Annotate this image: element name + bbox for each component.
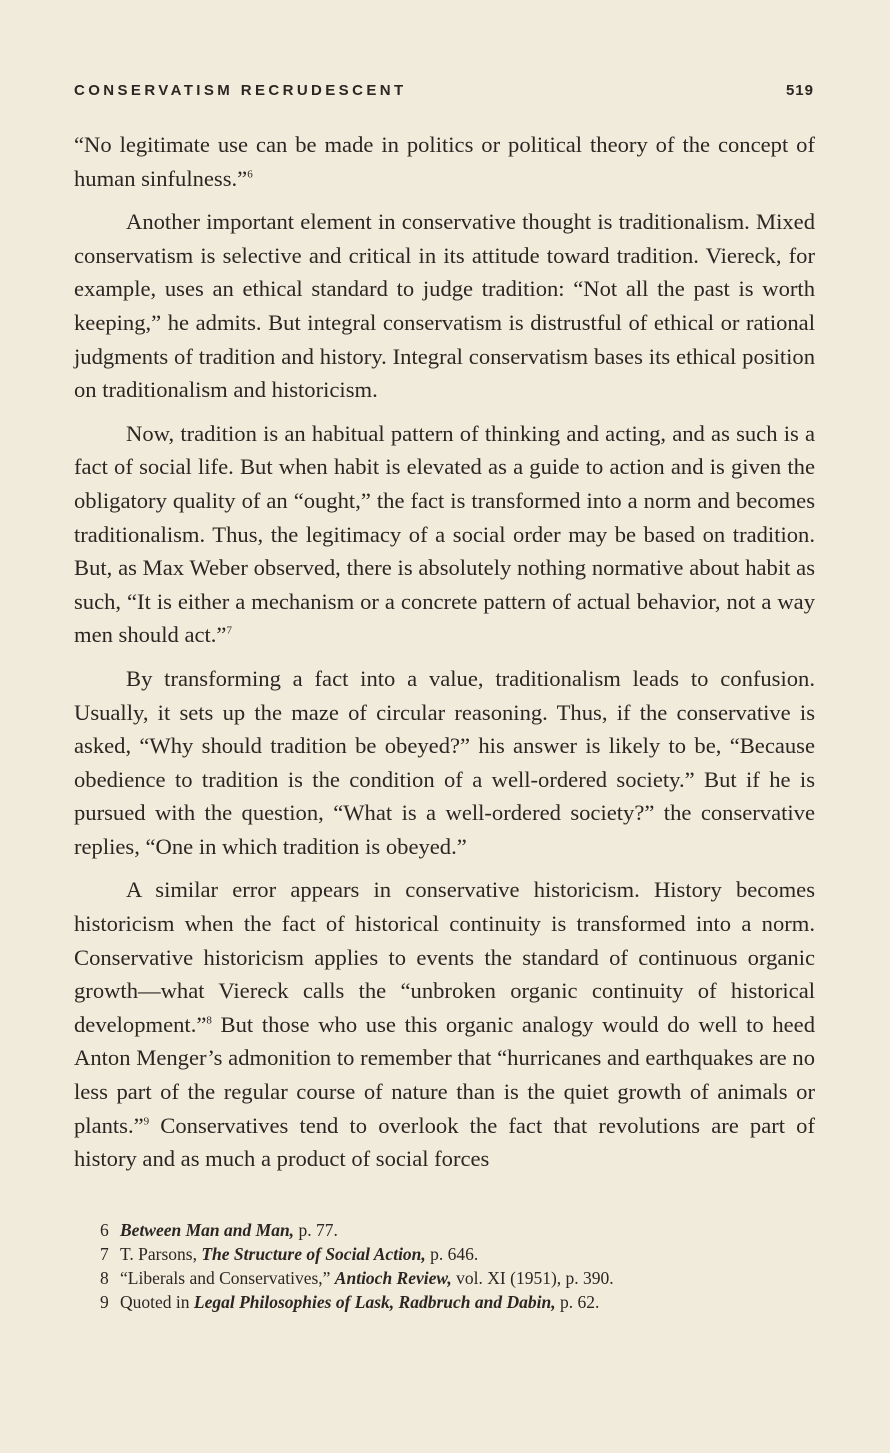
footnote-title: Legal Philosophies of Lask, Radbruch and Dabin,	[193, 1292, 556, 1312]
footnote	[100, 1242, 820, 1266]
paragraph	[74, 873, 815, 1175]
footnote-text: T. Parsons,	[120, 1244, 202, 1264]
paragraph-text: A similar error appears in conservative historicism. History becomes historicism when the fact of historical continuity is transformed into a norm. Conservative historicism applies to events the standard of continuous organic growth—what Viereck calls the “unbroken organic continuity of historical development.”	[74, 877, 815, 1037]
footnote-ref: 8	[206, 1014, 212, 1027]
footnote-title: The Structure of Social Action,	[201, 1244, 426, 1264]
footnote	[100, 1218, 820, 1242]
running-header	[74, 82, 814, 99]
footnote-number: 9	[100, 1292, 109, 1312]
paragraph	[74, 128, 815, 195]
footnote-text: p. 77.	[294, 1220, 338, 1240]
footnote	[100, 1266, 820, 1290]
paragraph-text: “No legitimate use can be made in politics or political theory of the concept of human sinfulness.”	[74, 132, 815, 191]
paragraph-text: But those who use this organic analogy would do well to heed Anton Menger’s admonition to remember that “hurricanes and earthquakes are no less part of the regular course of nature than is the quiet growth of animals or plants.”	[74, 1011, 815, 1138]
body-text	[74, 128, 815, 1186]
page-number: 519	[785, 82, 814, 99]
footnote-text: p. 646.	[425, 1244, 479, 1264]
paragraph-text: By transforming a fact into a value, traditionalism leads to confusion. Usually, it sets up the maze of circular reasoning. Thus, if the conservative is asked, “Why should tradition be obeyed?” his answer is likely to be, “Because obedience to tradition is the condition of a well-ordered society.” But if he is pursued with the question, “What is a well-ordered society?” the conservative replies, “One in which tradition is obeyed.”	[74, 665, 815, 859]
footnote-number: 8	[100, 1268, 109, 1288]
footnote-number: 7	[100, 1244, 109, 1264]
paragraph	[74, 417, 815, 652]
footnote-ref: 6	[247, 168, 253, 181]
running-title: CONSERVATISM RECRUDESCENT	[74, 82, 407, 99]
paragraph-text: Conservatives tend to overlook the fact that revolutions are part of history and as much a product of social forces	[74, 1112, 815, 1172]
footnote-title: Antioch Review,	[334, 1268, 452, 1288]
footnote	[100, 1290, 820, 1314]
footnote-text: Quoted in	[120, 1292, 194, 1312]
paragraph	[74, 205, 815, 407]
footnote-number: 6	[100, 1220, 109, 1240]
footnote-ref: 9	[143, 1115, 150, 1128]
paragraph-text: Now, tradition is an habitual pattern of thinking and acting, and as such is a fact of social life. But when habit is elevated as a guide to action and is given the obligatory quality of an “ought,” the fact is transformed into a norm and becomes traditionalism. Thus, the legitimacy of a social order may be based on tradition. But, as Max Weber observed, there is absolutely nothing normative about habit as such, “It is either a mechanism or a concrete pattern of actual behavior, not a way men should act.”	[74, 420, 815, 648]
paragraph-text: Another important element in conservative thought is traditionalism. Mixed conservatism is selective and critical in its attitude toward tradition. Viereck, for example, uses an ethical standard to judge tradition: “Not all the past is worth keeping,” he admits. But integral conservatism is distrustful of ethical or rational judgments of tradition and history. Integral conservatism bases its ethical position on traditionalism and historicism.	[74, 209, 815, 403]
footnote-text: vol. XI (1951), p. 390.	[451, 1268, 614, 1288]
footnote-text: “Liberals and Conservatives,”	[120, 1268, 335, 1288]
footnote-title: Between Man and Man,	[120, 1220, 295, 1240]
paragraph	[74, 662, 815, 864]
footnotes	[100, 1218, 820, 1314]
footnote-ref: 7	[226, 624, 232, 637]
footnote-text: p. 62.	[555, 1292, 600, 1312]
